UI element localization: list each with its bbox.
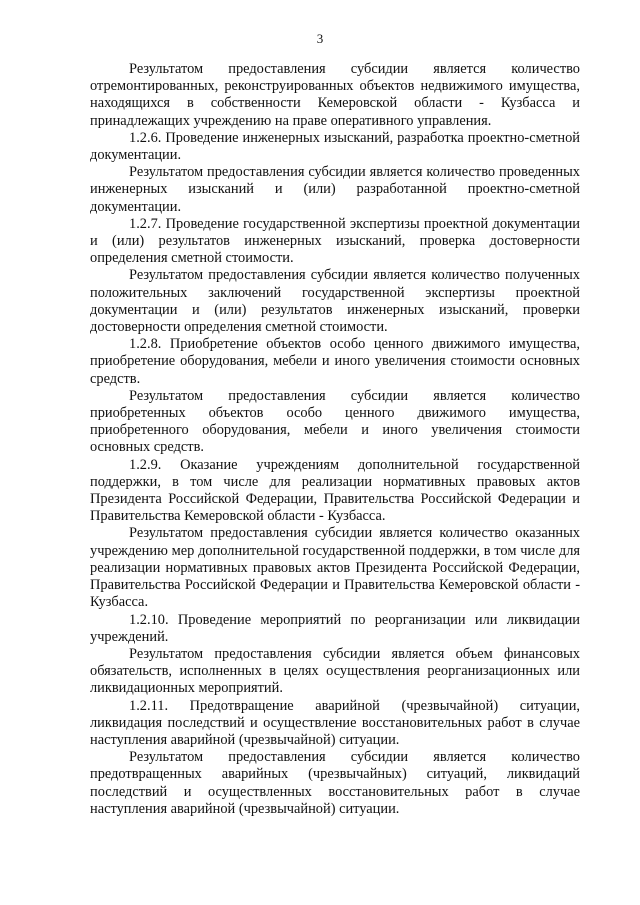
paragraph-1-2-11: 1.2.11. Предотвращение аварийной (чрезвычайной) ситуации, ликвидация последствий и осуществление восстановительных работ в случае наступления аварийной (чрезвычайной) ситуации. — [90, 697, 580, 748]
document-body — [90, 61, 580, 818]
page-number: 3 — [316, 31, 324, 46]
paragraph-result-emergency: Результатом предоставления субсидии является количество предотвращенных аварийных (чрезвычайных) ситуаций, ликвидаций последствий и осуществленных восстановительных работ в случае наступления аварийной (чрезвычайной) ситуации. — [90, 749, 580, 817]
paragraph-1-2-8: 1.2.8. Приобретение объектов особо ценного движимого имущества, приобретение оборудования, мебели и иного увеличения стоимости основных средств. — [90, 336, 580, 387]
paragraph-1-2-6: 1.2.6. Проведение инженерных изысканий, разработка проектно-сметной документации. — [90, 129, 580, 164]
paragraph-result-reorganization: Результатом предоставления субсидии является объем финансовых обязательств, исполненных в целях осуществления реорганизационных или ликвидационных мероприятий. — [90, 645, 580, 697]
paragraph-1-2-7: 1.2.7. Проведение государственной экспертизы проектной документации и (или) результатов инженерных изысканий, проверка достоверности определения сметной стоимости. — [90, 215, 580, 267]
paragraph-result-repair: Результатом предоставления субсидии является количество отремонтированных, реконструированных объектов недвижимого имущества, находящихся в собственности Кемеровской области - Кузбасса и принадлежащих учреждению на праве оперативного управления. — [90, 61, 580, 129]
paragraph-result-expertise: Результатом предоставления субсидии является количество полученных положительных заключений государственной экспертизы проектной документации и (или) результатов инженерных изысканий, проверки достоверности определения сметной стоимости. — [90, 267, 580, 336]
paragraph-result-surveys: Результатом предоставления субсидии является количество проведенных инженерных изысканий и (или) разработанной проектно-сметной документации. — [90, 164, 580, 215]
paragraph-1-2-9: 1.2.9. Оказание учреждениям дополнительной государственной поддержки, в том числе для реализации нормативных правовых актов Президента Российской Федерации, Правительства Российской Федерации и Правительства Кемеровской области - Кузбасса. — [90, 456, 580, 525]
paragraph-result-property: Результатом предоставления субсидии является количество приобретенных объектов особо ценного движимого имущества, приобретенного оборудования, мебели и иного увеличения стоимости основных средств. — [90, 387, 580, 456]
paragraph-result-support: Результатом предоставления субсидии является количество оказанных учреждению мер дополнительной государственной поддержки, в том числе для реализации нормативных правовых актов Президента Российской Федерации, Правительства Российской Федерации и Правительства Кемеровской области - Кузбасса. — [90, 525, 580, 611]
paragraph-1-2-10: 1.2.10. Проведение мероприятий по реорганизации или ликвидации учреждений. — [90, 611, 580, 645]
